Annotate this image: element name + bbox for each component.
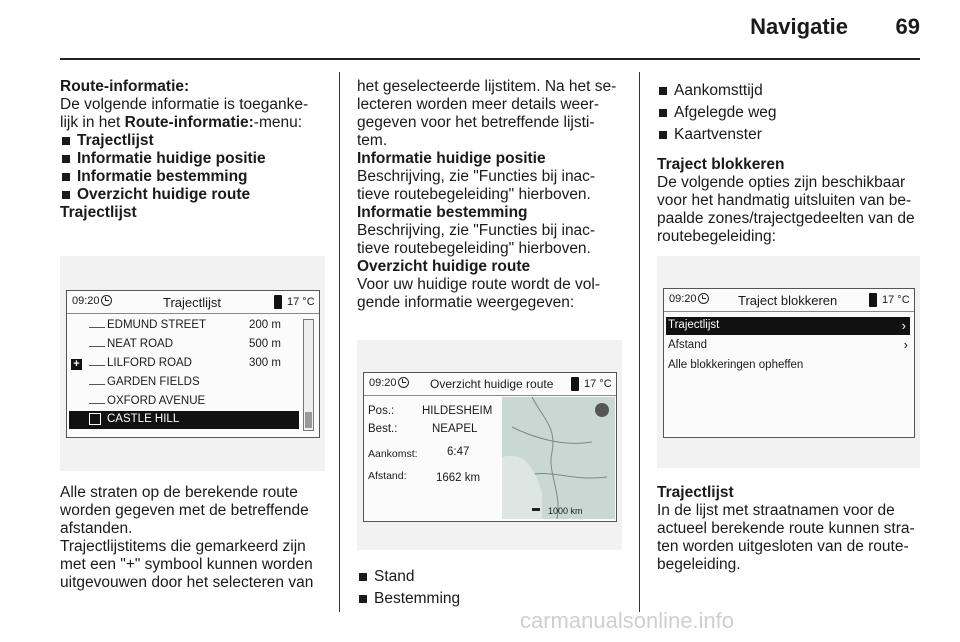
expand-plus-icon[interactable]: + [71, 359, 82, 370]
body-line: tem. [357, 132, 388, 149]
body-line: worden gegeven met de betreffende [60, 502, 309, 519]
route-street: CASTLE HILL [107, 413, 180, 425]
left-column-lower [60, 484, 332, 592]
tree-line [89, 327, 105, 328]
body-line: actueel berekende route kunnen stra- [657, 520, 915, 537]
clock-icon [398, 377, 409, 388]
status-bar [364, 373, 616, 396]
subsection-heading: Traject blokkeren [657, 156, 785, 173]
clock-time: 09:20 [72, 295, 100, 307]
route-distance: 300 m [249, 357, 281, 369]
body-line: gende informatie weergegeven: [357, 294, 575, 311]
screenshot-frame [357, 340, 622, 550]
body-line: het geselecteerde lijstitem. Na het se- [357, 78, 617, 95]
body-line: Beschrijving, zie "Functies bij inac- [357, 168, 596, 185]
body-line: Beschrijving, zie "Functies bij inac- [357, 222, 596, 239]
position-value: HILDESHEIM [422, 405, 493, 417]
phone-icon [869, 293, 877, 307]
destination-value: NEAPEL [432, 423, 478, 435]
bullet-item: Trajectlijst [60, 132, 332, 150]
clock-time: 09:20 [669, 293, 697, 305]
route-overview-screen [363, 372, 617, 522]
body-line: paalde zones/trajectgedeelten van de [657, 210, 915, 227]
subsection-heading: Trajectlijst [657, 484, 734, 501]
left-column [60, 78, 332, 222]
intro-line: De volgende informatie is toeganke- [60, 96, 309, 113]
block-route-screen [663, 288, 915, 438]
menu-item-selected[interactable] [666, 317, 910, 335]
chevron-right-icon: › [903, 337, 908, 352]
right-column-lower [657, 484, 920, 574]
scrollbar-thumb[interactable] [305, 412, 312, 428]
screenshot-frame [657, 256, 920, 468]
menu-item-label[interactable]: Alle blokkeringen opheffen [668, 359, 804, 371]
route-street[interactable]: NEAT ROAD [107, 338, 174, 350]
clock-icon [698, 293, 709, 304]
body-line: In de lijst met straatnamen voor de [657, 502, 895, 519]
tree-line [89, 384, 105, 385]
temperature: 17 °C [584, 378, 612, 390]
flag-icon [89, 413, 101, 425]
body-line: met een "+" symbool kunnen worden [60, 556, 313, 573]
temperature: 17 °C [882, 294, 910, 306]
clock-icon [101, 295, 112, 306]
body-line: De volgende opties zijn beschikbaar [657, 174, 906, 191]
scale-bar [532, 508, 540, 511]
distance-label: Afstand: [368, 470, 407, 482]
screenshot-frame [60, 256, 325, 471]
bullet-item: Stand [357, 568, 635, 586]
column-divider-1 [339, 72, 340, 612]
route-map[interactable] [502, 397, 615, 519]
route-distance: 500 m [249, 338, 281, 350]
phone-icon [571, 377, 579, 391]
body-line: routebegeleiding: [657, 228, 776, 245]
body-line: tieve routebegeleiding" hierboven. [357, 186, 591, 203]
scrollbar[interactable] [303, 319, 314, 431]
clock-time: 09:20 [369, 377, 397, 389]
selected-row[interactable] [69, 411, 299, 429]
destination-label: Best.: [368, 423, 398, 435]
menu-item-label: Trajectlijst [668, 319, 720, 331]
route-street[interactable]: OXFORD AVENUE [107, 395, 206, 407]
body-line: voor het handmatig uitsluiten van be- [657, 192, 912, 209]
status-bar [664, 289, 914, 312]
body-line: Voor uw huidige route wordt de vol- [357, 276, 600, 293]
arrival-value: 6:47 [447, 446, 470, 458]
route-street[interactable]: EDMUND STREET [107, 319, 207, 331]
screen-title: Traject blokkeren [738, 293, 838, 308]
route-street[interactable]: LILFORD ROAD [107, 357, 192, 369]
chapter-title: Navigatie [750, 14, 848, 39]
temperature: 17 °C [287, 296, 315, 308]
middle-column [357, 78, 635, 312]
compass-icon [595, 403, 609, 417]
screen-title: Overzicht huidige route [430, 377, 554, 391]
bullet-item: Kaartvenster [657, 126, 920, 144]
chevron-right-icon: › [901, 318, 906, 333]
body-line: Trajectlijstitems die gemarkeerd zijn [60, 538, 306, 555]
section-heading: Route-informatie: [60, 78, 190, 95]
position-label: Pos.: [368, 405, 395, 417]
distance-value: 1662 km [436, 472, 481, 484]
middle-column-lower [357, 568, 635, 608]
arrival-label: Aankomst: [368, 448, 418, 460]
body-line: tieve routebegeleiding" hierboven. [357, 240, 591, 257]
page-number: 69 [895, 14, 920, 39]
watermark: carmanualsonline.info [520, 608, 735, 633]
subsection-heading: Informatie huidige positie [357, 150, 546, 167]
bullet-item: Afgelegde weg [657, 104, 920, 122]
route-distance: 200 m [249, 319, 281, 331]
column-divider-2 [639, 72, 640, 612]
body-line: Alle straten op de berekende route [60, 484, 298, 501]
header-rule [60, 58, 920, 60]
bullet-item: Informatie bestemming [60, 168, 332, 186]
map-scale: 1000 km [548, 506, 583, 516]
bullet-item: Informatie huidige positie [60, 150, 332, 168]
menu-item-label[interactable]: Afstand [668, 339, 707, 351]
tree-line [89, 346, 105, 347]
tree-line [89, 403, 105, 404]
body-line: ten worden uitgesloten van de route- [657, 538, 909, 555]
subsection-heading: Overzicht huidige route [357, 258, 531, 275]
body-line: lecteren worden meer details weer- [357, 96, 600, 113]
trajectlijst-screen [66, 290, 320, 438]
tree-line [89, 365, 105, 366]
intro-line: lijk in het Route-informatie:-menu: [60, 114, 303, 131]
status-bar [67, 291, 319, 314]
bullet-item: Bestemming [357, 590, 635, 608]
right-column [657, 82, 920, 246]
subsection-heading: Trajectlijst [60, 204, 137, 221]
route-street[interactable]: GARDEN FIELDS [107, 376, 200, 388]
phone-icon [274, 295, 282, 309]
body-line: afstanden. [60, 520, 133, 537]
bullet-item: Aankomsttijd [657, 82, 920, 100]
screen-title: Trajectlijst [163, 295, 222, 310]
bullet-item: Overzicht huidige route [60, 186, 332, 204]
body-line: uitgevouwen door het selecteren van [60, 574, 314, 591]
subsection-heading: Informatie bestemming [357, 204, 528, 221]
body-line: begeleiding. [657, 556, 741, 573]
body-line: gegeven voor het betreffende lijsti- [357, 114, 595, 131]
